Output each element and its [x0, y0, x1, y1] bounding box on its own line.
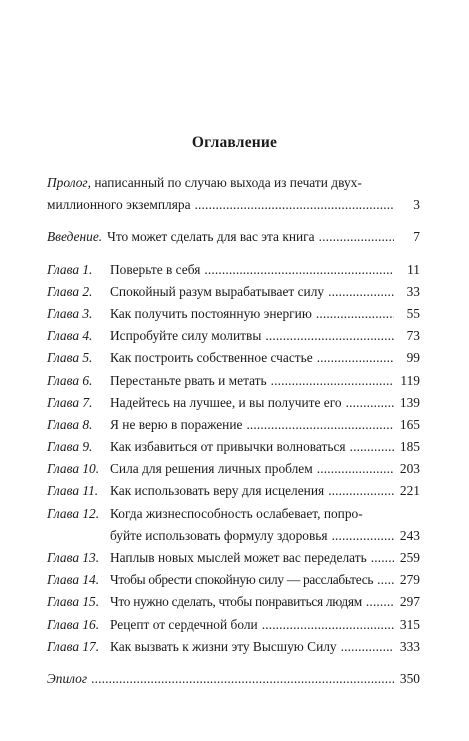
chapter-label: Глава 11. — [47, 483, 99, 499]
page-number: 165 — [399, 416, 420, 432]
chapter-title: Сила для решения личных проблем — [110, 461, 313, 477]
toc-entry-chapter — [47, 414, 420, 436]
chapter-title: Что нужно сделать, чтобы понравиться людям — [110, 594, 362, 610]
toc-entry-prologue — [47, 172, 420, 216]
chapter-label: Глава 13. — [47, 550, 100, 565]
dot-leader — [332, 525, 394, 547]
toc-entry-chapter — [47, 591, 420, 613]
dot-leader — [319, 226, 394, 248]
dot-leader — [328, 281, 394, 303]
prologue-title-line2: миллионного экземпляра — [47, 197, 191, 213]
page-number: 33 — [406, 283, 420, 299]
toc-title: Оглавление — [191, 134, 278, 151]
page-number: 259 — [399, 550, 420, 565]
chapter-title: Когда жизнеспособность ослабевает, попро- — [110, 505, 363, 521]
chapter-label: Глава 9. — [47, 439, 93, 455]
toc-entry-chapter — [47, 547, 420, 569]
chapter-title: Чтобы обрести спокойную силу — расслабьтесь — [110, 572, 374, 588]
toc-entry-chapter — [47, 480, 420, 502]
toc-line — [47, 226, 420, 248]
page-number: 3 — [413, 197, 420, 213]
chapter-title: Как использовать веру для исцеления — [110, 483, 325, 499]
chapter-label: Глава 3. — [47, 305, 93, 321]
toc-entry-chapter — [47, 281, 420, 303]
dot-leader — [341, 636, 394, 658]
chapter-title-continued: буйте использовать формулу здоровья — [110, 527, 328, 543]
chapter-title: Как получить постоянную энергию — [110, 305, 312, 321]
chapter-label: Глава 2. — [47, 283, 93, 299]
chapter-title: Надейтесь на лучшее, и вы получите его — [110, 394, 342, 410]
dot-leader — [271, 370, 394, 392]
page-number: 243 — [399, 527, 420, 543]
chapter-title: Как построить собственное счастье — [110, 350, 313, 366]
introduction-title: Что может сделать для вас эта книга — [107, 229, 315, 245]
page-number: 279 — [399, 572, 420, 588]
dot-leader — [265, 325, 394, 347]
page-number: 297 — [399, 594, 420, 610]
dot-leader — [350, 436, 394, 458]
dot-leader — [317, 458, 394, 480]
chapter-label: Глава 1. — [47, 261, 93, 277]
page-number: 119 — [400, 372, 420, 388]
dot-leader — [204, 259, 394, 281]
chapter-title: Испробуйте силу молитвы — [110, 328, 262, 344]
page-number: 333 — [399, 638, 420, 654]
toc-entry-epilogue — [47, 668, 420, 690]
chapter-label: Глава 16. — [47, 616, 100, 632]
chapter-label: Глава 17. — [47, 638, 100, 654]
chapter-title: Как избавиться от привычки волноваться — [110, 439, 346, 455]
chapter-label: Глава 10. — [47, 461, 100, 477]
dot-leader — [246, 414, 394, 436]
dot-leader — [91, 668, 394, 690]
chapter-label: Глава 5. — [47, 350, 93, 366]
page-number: 99 — [406, 350, 420, 366]
epilogue-label: Эпилог — [47, 670, 88, 686]
toc-line — [47, 172, 420, 194]
toc-entry-introduction — [47, 226, 420, 248]
page-number: 350 — [399, 670, 420, 686]
chapter-title: Наплыв новых мыслей может вас переделать — [110, 550, 367, 565]
toc-entry-chapter — [47, 370, 420, 392]
page-number: 73 — [406, 328, 420, 344]
toc-entry-chapter — [47, 303, 420, 325]
dot-leader — [195, 194, 394, 216]
toc-entry-chapter — [47, 636, 420, 658]
dot-leader — [346, 392, 394, 414]
chapter-title: Я не верю в поражение — [110, 416, 243, 432]
toc-entry-chapter — [47, 614, 420, 636]
toc-entry-chapter — [47, 259, 420, 281]
chapter-label: Глава 4. — [47, 328, 93, 344]
chapter-title: Спокойный разум вырабатывает силу — [110, 283, 325, 299]
toc-entry-chapter — [47, 458, 420, 480]
toc-entry-chapter — [47, 569, 420, 591]
page-number: 221 — [399, 483, 420, 499]
chapter-label: Глава 6. — [47, 372, 93, 388]
toc-entry-chapter — [47, 347, 420, 369]
page-number: 315 — [399, 616, 420, 632]
toc-line — [47, 194, 420, 216]
toc-entry-chapter — [47, 392, 420, 414]
page-number: 11 — [407, 261, 420, 277]
toc-entry-chapter — [47, 503, 420, 547]
page-number: 203 — [399, 461, 420, 477]
page-number: 139 — [399, 394, 420, 410]
dot-leader — [317, 347, 394, 369]
dot-leader — [377, 569, 394, 591]
introduction-label: Введение. — [47, 229, 103, 245]
page-number: 55 — [406, 305, 420, 321]
dot-leader — [262, 614, 394, 636]
dot-leader — [328, 480, 394, 502]
chapter-label: Глава 14. — [47, 572, 100, 588]
chapter-label: Глава 7. — [47, 394, 93, 410]
toc-entry-chapter — [47, 325, 420, 347]
toc-entry-chapter — [47, 436, 420, 458]
page-number: 7 — [413, 229, 420, 245]
chapter-title: Как вызвать к жизни эту Высшую Силу — [110, 638, 337, 654]
dot-leader — [316, 303, 394, 325]
chapter-title: Поверьте в себя — [110, 261, 201, 277]
chapter-title: Перестаньте рвать и метать — [110, 372, 267, 388]
chapter-label: Глава 8. — [47, 416, 93, 432]
prologue-label: Пролог — [47, 175, 88, 190]
toc-entries — [47, 172, 420, 690]
dot-leader — [366, 591, 394, 613]
prologue-title-line1: , написанный по случаю выхода из печати двух- — [87, 175, 362, 190]
page-number: 185 — [399, 439, 420, 455]
chapter-label: Глава 15. — [47, 594, 100, 610]
chapter-title: Рецепт от сердечной боли — [110, 616, 258, 632]
chapter-label: Глава 12. — [47, 505, 100, 521]
dot-leader — [371, 547, 394, 569]
